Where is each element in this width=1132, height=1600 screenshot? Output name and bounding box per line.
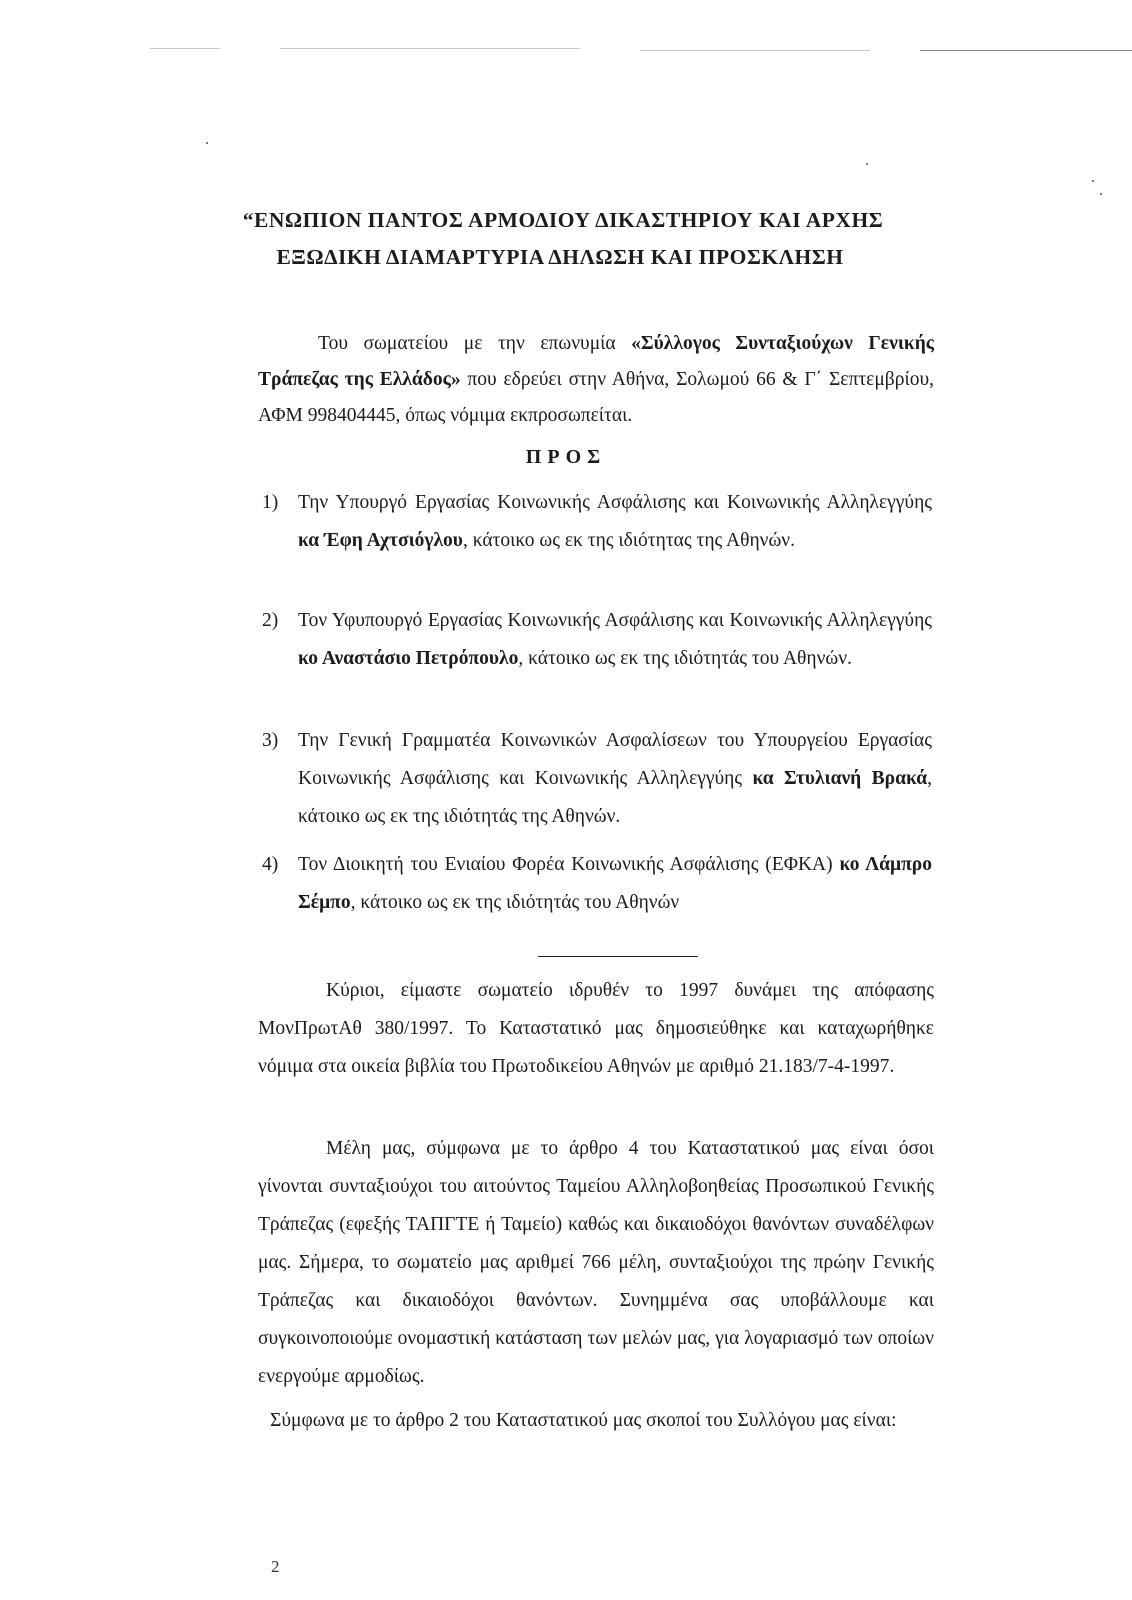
recipient-item	[262, 602, 932, 678]
recipient-item	[262, 484, 932, 560]
document-title-line-2: ΕΞΩΔΙΚΗ ΔΙΑΜΑΡΤΥΡΙΑ ΔΗΛΩΣΗ ΚΑΙ ΠΡΟΣΚΛΗΣΗ	[276, 245, 844, 269]
section-divider	[538, 956, 698, 957]
recipient-text	[298, 602, 932, 678]
sender-suffix: που εδρεύει στην Αθήνα, Σολωμού 66 & Γ΄ Σεπτεμβρίου, ΑΦΜ 998404445, όπως νόμιμα εκπροσωπείται.	[258, 369, 934, 426]
scan-speck	[206, 142, 208, 144]
recipient-name: κο Λάμπρο Σέμπο	[298, 854, 932, 913]
recipient-desc: Την Γενική Γραμματέα Κοινωνικών Ασφαλίσεων του Υπουργείου Εργασίας Κοινωνικής Ασφάλισης και Κοινωνικής Αλληλεγγύης	[298, 730, 932, 789]
recipient-desc: Την Υπουργό Εργασίας Κοινωνικής Ασφάλισης και Κοινωνικής Αλληλεγγύης	[298, 492, 932, 513]
recipient-number: 1)	[262, 492, 279, 513]
recipient-name: κα Στυλιανή Βρακά	[752, 768, 928, 789]
scan-artifact-line	[150, 48, 220, 49]
recipient-residence: , κάτοικο ως εκ της ιδιότητάς του Αθηνών	[350, 892, 680, 913]
body-paragraph: Κύριοι, είμαστε σωματείο ιδρυθέν το 1997 δυνάμει της απόφασης ΜονΠρωτΑθ 380/1997. Το Καταστατικό μας δημοσιεύθηκε και καταχωρήθηκε νόμιμα στα οικεία βιβλία του Πρωτοδικείου Αθηνών με αριθμό 21.183/7-4-1997.	[258, 980, 934, 1077]
recipient-number: 2)	[262, 610, 279, 631]
sender-paragraph	[258, 326, 934, 434]
scan-artifact-line	[920, 50, 1132, 51]
recipient-text	[298, 484, 932, 560]
recipient-residence: , κάτοικο ως εκ της ιδιότητάς της Αθηνών.	[298, 768, 932, 827]
recipient-desc: Τον Υφυπουργό Εργασίας Κοινωνικής Ασφάλισης και Κοινωνικής Αλληλεγγύης	[298, 610, 932, 631]
recipient-number: 3)	[262, 730, 279, 751]
recipient-residence: , κάτοικο ως εκ της ιδιότητάς του Αθηνών.	[518, 648, 852, 669]
recipient-name: κο Αναστάσιο Πετρόπουλο	[298, 648, 519, 669]
document-title-line-1: “ΕΝΩΠΙΟΝ ΠΑΝΤΟΣ ΑΡΜΟΔΙΟΥ ΔΙΚΑΣΤΗΡΙΟΥ ΚΑΙ ΑΡΧΗΣ	[242, 208, 884, 232]
scan-speck	[1100, 193, 1102, 195]
sender-prefix: Του σωματείου με την επωνυμία	[318, 333, 632, 354]
scan-speck	[1092, 180, 1094, 182]
to-heading: ΠΡΟΣ	[525, 446, 607, 468]
body-paragraph: Μέλη μας, σύμφωνα με το άρθρο 4 του Καταστατικού μας είναι όσοι γίνονται συνταξιούχοι του αιτούντος Ταμείου Αλληλοβοηθείας Προσωπικού Γενικής Τράπεζας (εφεξής ΤΑΠΓΤΕ ή Ταμείο) καθώς και δικαιοδόχοι θανόντων συναδέλφων μας. Σήμερα, το σωματείο μας αριθμεί 766 μέλη, συνταξιούχοι της πρώην Γενικής Τράπεζας και δικαιοδόχοι θανόντων. Συνημμένα σας υποβάλλουμε και συγκοινοποιούμε ονομαστική κατάσταση των μελών μας, για λογαριασμό των οποίων ενεργούμε αρμοδίως.	[258, 1138, 934, 1387]
recipient-residence: , κάτοικο ως εκ της ιδιότητας της Αθηνών.	[462, 530, 795, 551]
scan-artifact-line	[280, 48, 580, 49]
recipient-text	[298, 846, 932, 922]
recipient-number: 4)	[262, 854, 279, 875]
recipient-name: κα Έφη Αχτσιόγλου	[298, 530, 463, 551]
recipient-desc: Τον Διοικητή του Ενιαίου Φορέα Κοινωνικής Ασφάλισης (ΕΦΚΑ)	[298, 854, 840, 875]
recipient-text	[298, 722, 932, 836]
recipient-item	[262, 846, 932, 922]
page-number: 2	[271, 1557, 280, 1576]
scan-speck	[866, 163, 868, 165]
scan-artifact-line	[640, 50, 870, 51]
body-paragraph: Σύμφωνα με το άρθρο 2 του Καταστατικού μας σκοποί του Συλλόγου μας είναι:	[270, 1410, 897, 1431]
recipient-item	[262, 722, 932, 836]
sender-name: «Σύλλογος Συνταξιούχων Γενικής Τράπεζας της Ελλάδος»	[258, 333, 934, 390]
